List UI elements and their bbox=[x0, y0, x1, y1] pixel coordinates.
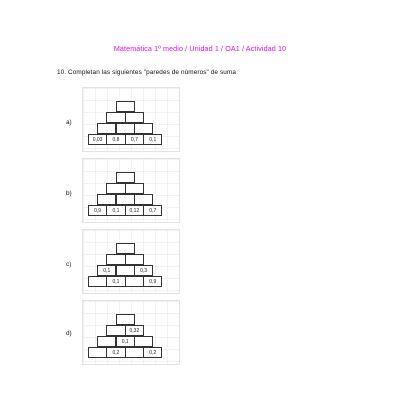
pyramid-brick bbox=[134, 336, 153, 347]
pyramid-brick bbox=[116, 123, 135, 134]
pyramid-brick bbox=[106, 183, 125, 194]
exercise-instruction: 10. Completan las siguientes "paredes de números" de suma bbox=[57, 69, 236, 76]
pyramid-brick bbox=[106, 112, 125, 123]
pyramid-brick bbox=[125, 276, 144, 287]
pyramid-brick bbox=[97, 194, 116, 205]
pyramid-brick: 0,1 bbox=[106, 276, 125, 287]
pyramid-brick bbox=[125, 183, 144, 194]
pyramid-brick bbox=[106, 254, 125, 265]
pyramid-brick bbox=[125, 112, 144, 123]
pyramid-brick bbox=[116, 194, 135, 205]
pyramid-brick: 0,1 bbox=[143, 134, 162, 145]
pyramid-brick bbox=[88, 276, 107, 287]
pyramid-brick: 0,12 bbox=[125, 205, 144, 216]
problem-label: b) bbox=[66, 190, 72, 197]
problem-label: d) bbox=[66, 330, 72, 337]
pyramid-brick bbox=[88, 347, 107, 358]
grid-area bbox=[82, 300, 180, 365]
pyramid-brick bbox=[116, 172, 135, 183]
grid-area bbox=[82, 158, 180, 223]
pyramid-brick: 0,2 bbox=[106, 347, 125, 358]
pyramid-brick bbox=[134, 123, 153, 134]
pyramid-brick: 0,1 bbox=[97, 265, 116, 276]
pyramid-brick bbox=[97, 123, 116, 134]
pyramid-brick: 0,32 bbox=[125, 325, 144, 336]
pyramid-brick: 0,7 bbox=[143, 205, 162, 216]
pyramid-brick: 0,9 bbox=[88, 205, 107, 216]
pyramid-brick bbox=[116, 101, 135, 112]
problem-label: c) bbox=[66, 261, 72, 268]
pyramid-brick bbox=[134, 194, 153, 205]
pyramid-brick bbox=[116, 314, 135, 325]
pyramid-brick: 0,3 bbox=[134, 265, 153, 276]
pyramid-brick bbox=[97, 336, 116, 347]
pyramid-brick: 0,7 bbox=[125, 134, 144, 145]
pyramid-brick: 0,03 bbox=[88, 134, 107, 145]
problem-label: a) bbox=[66, 119, 72, 126]
pyramid-brick bbox=[125, 254, 144, 265]
pyramid-brick: 0,1 bbox=[116, 336, 135, 347]
grid-area bbox=[82, 87, 180, 152]
pyramid-brick: 0,2 bbox=[143, 347, 162, 358]
pyramid-brick bbox=[125, 347, 144, 358]
pyramid-brick bbox=[106, 325, 125, 336]
worksheet-header: Matemática 1º medio / Unidad 1 / OA1 / Actividad 10 bbox=[113, 44, 287, 53]
grid-area bbox=[82, 229, 180, 294]
pyramid-brick bbox=[116, 265, 135, 276]
pyramid-brick: 0,9 bbox=[143, 276, 162, 287]
pyramid-brick: 0,8 bbox=[106, 134, 125, 145]
pyramid-brick: 0,1 bbox=[106, 205, 125, 216]
pyramid-brick bbox=[116, 243, 135, 254]
